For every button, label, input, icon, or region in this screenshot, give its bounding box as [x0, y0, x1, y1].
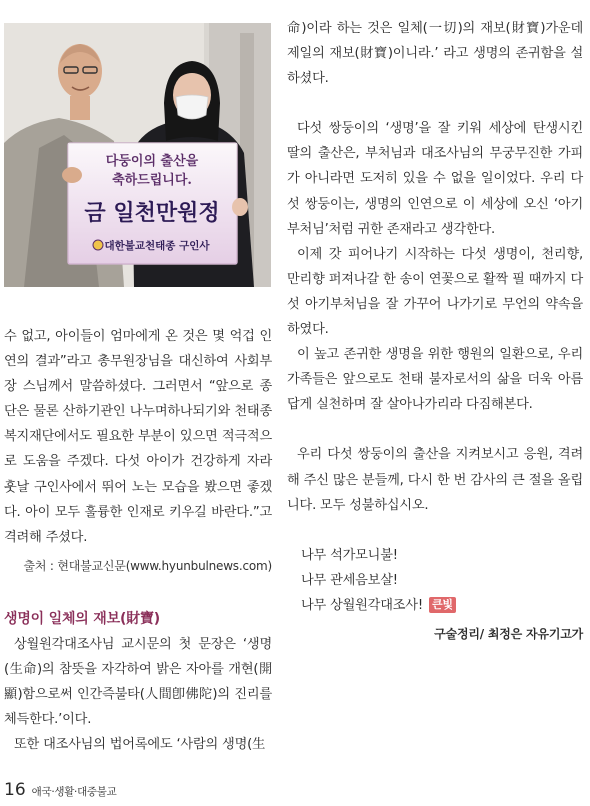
right-paragraph-5: 우리 다섯 쌍둥이의 출산을 지켜보시고 응원, 격려해 주신 많은 분들께, 다시 한 번 감사의 큰 절을 올립니다. 모두 성불하십시오.	[287, 447, 583, 513]
author-credit: 구술정리/ 최정은 자유기고가	[434, 626, 583, 641]
left-column	[4, 324, 272, 758]
left-paragraph-1: 수 없고, 아이들이 엄마에게 온 것은 몇 억겁 인연의 결과”라고 총무원장님을 대신하여 사회부장 스님께서 말씀하셨다. 그러면서 “앞으로 종단은 물론 산하기관인 나누며하나되기와 천태종복지재단에서도 필요한 부분이 있으면 적극적으로 도움을 주겠다. 다섯 아이가 건강하게 자라 훗날 구인사에서 뛰어 노는 모습을 봤으면 좋겠다. 아이 모두 훌륭한 인재로 키우길 바란다.”고 격려해 주셨다.	[4, 329, 272, 545]
right-paragraph-2: 다섯 쌍둥이의 ‘생명’을 잘 키워 세상에 탄생시킨 딸의 출산은, 부처님과 대조사님의 무궁무진한 가피가 아니라면 도저히 있을 수 없을 일이었다. 우리 다섯 쌍둥이는, 생명의 인연으로 이 세상에 오신 ‘아기부처님’처럼 귀한 존재라고 생각한다.	[287, 121, 583, 237]
left-paragraph-3: 또한 대조사님의 법어록에도 ‘사람의 생명(生	[14, 737, 266, 753]
sign-org: 대한불교천태종 구인사	[104, 240, 210, 252]
donation-sign	[68, 143, 237, 264]
section-heading: 생명이 일체의 재보(財寶)	[4, 610, 160, 627]
sign-line1: 다둥이의 출산을	[105, 154, 199, 169]
prayer-line-2: 나무 관세음보살!	[301, 572, 398, 588]
right-column	[287, 16, 583, 647]
sign-line2: 축하드립니다.	[112, 173, 192, 188]
page-footer	[4, 780, 116, 800]
prayer-line-1: 나무 석가모니불!	[301, 547, 398, 563]
ceremony-photo	[4, 23, 271, 287]
prayer-line-3	[287, 593, 583, 618]
right-paragraph-3: 이제 갓 피어나기 시작하는 다섯 생명이, 천리향, 만리향 퍼져나갈 한 송이 연꽃으로 활짝 필 때까지 다섯 아기부처님을 잘 가꾸어 나가기로 무언의 약속을 하였다.	[287, 246, 583, 338]
right-paragraph-1: 命)이라 하는 것은 일체(一切)의 재보(財寶)가운데 제일의 재보(財寶)이니라.’ 라고 생명의 존귀함을 설하셨다.	[287, 21, 583, 87]
sign-amount: 금 일천만원정	[84, 200, 220, 226]
page-number: 16	[4, 780, 26, 800]
prayer-line-3-text: 나무 상월원각대조사!	[301, 597, 423, 613]
photo-source-caption: 출처 : 현대불교신문(www.hyunbulnews.com)	[23, 558, 272, 573]
keunbit-logo-icon: 큰빛	[429, 597, 456, 613]
publication-name: 애국·생활·대중불교	[31, 786, 117, 798]
article-photo	[4, 23, 271, 287]
right-paragraph-4: 이 높고 존귀한 생명을 위한 행원의 일환으로, 우리 가족들은 앞으로도 천태 불자로서의 삶을 더욱 아름답게 실천하며 잘 살아나가리라 다짐해본다.	[287, 347, 583, 413]
left-paragraph-2: 상월원각대조사님 교시문의 첫 문장은 ‘생명(生命)의 참뜻을 자각하여 밝은 자아를 개현(開顯)함으로써 인간즉불타(人間卽佛陀)의 진리를 체득한다.’이다.	[4, 637, 272, 728]
temple-emblem-icon	[93, 240, 103, 250]
